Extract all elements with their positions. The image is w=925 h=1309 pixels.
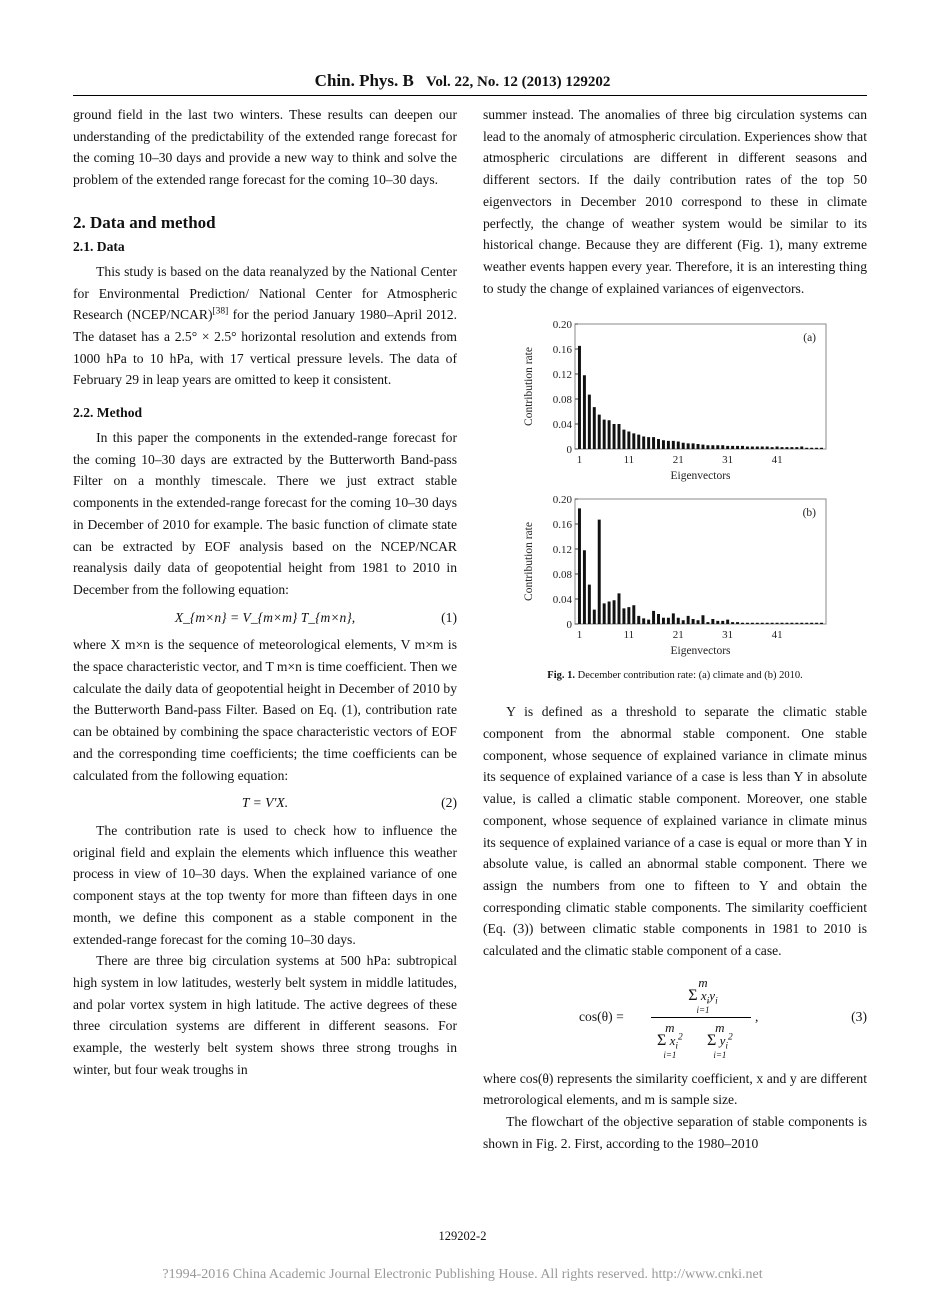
equation-number: (1) (441, 609, 457, 625)
bar (652, 611, 655, 624)
panel-label: (b) (802, 507, 816, 520)
bar (618, 424, 621, 449)
equation-number: (2) (441, 795, 457, 811)
bar (756, 447, 759, 450)
bar (687, 616, 690, 624)
y-tick-label: 0.12 (552, 544, 572, 557)
subsection-heading: 2.1. Data (73, 238, 125, 254)
denominator-x: m Σ $x_i^2$ i=1 (657, 1019, 683, 1060)
bar (766, 447, 769, 450)
caption-text: December contribution rate: (a) climate and (b) 2010. (575, 670, 803, 682)
x-tick-label: 31 (722, 454, 734, 467)
citation: [38] (212, 306, 229, 317)
bar (682, 621, 685, 625)
bar (721, 621, 724, 624)
bar (790, 447, 793, 449)
x-tick-label: 21 (672, 629, 684, 642)
bar (588, 585, 591, 624)
bar (662, 441, 665, 450)
x-tick-label: 31 (722, 629, 734, 642)
paragraph (73, 261, 457, 391)
bar (766, 623, 769, 624)
bar (721, 446, 724, 450)
bar (667, 618, 670, 624)
bar (701, 616, 704, 625)
bar (790, 623, 793, 624)
bar (781, 623, 784, 624)
paragraph: where cos(θ) represents the similarity coefficient, x and y are different metrorological elements, and m is sample size. (483, 1070, 867, 1108)
bar (785, 623, 788, 624)
bar (593, 610, 596, 624)
bar (741, 623, 744, 624)
bar (608, 421, 611, 450)
text: for the period January 1980–April 2012. The dataset has a 2.5° × 2.5° horizontal resolution and extends from 1000 hPa to 10 hPa, with 17 vertical pressure levels. The data of February 29 in leap years are omitted to keep it consistent. (73, 307, 458, 388)
bar (677, 442, 680, 450)
bar (751, 447, 754, 450)
paragraph: where X m×n is the sequence of meteorological elements, V m×m is the space characteristic vector, and T m×n is time coefficient. Then we calculate the daily data of geopotential height in December of 2010 by the Butterworth Band-pass Filter. Based on Eq. (1), contribution rate can be obtained by combining the space characteristic vectors of EOF and the corresponding time coefficients; the time coefficients can be calculated from the following equation: (73, 637, 457, 783)
bar (741, 446, 744, 449)
bar (583, 376, 586, 450)
x-tick-label: 11 (623, 629, 635, 642)
y-tick-label: 0.16 (552, 344, 572, 357)
equation-number: (3) (851, 1008, 867, 1024)
x-axis-label: Eigenvectors (670, 645, 731, 658)
bar (800, 447, 803, 450)
paragraph: The flowchart of the objective separation of stable components is shown in Fig. 2. First, according to the 1980–2010 (483, 1114, 867, 1151)
bar (731, 446, 734, 449)
y-tick-label: 0.08 (552, 569, 572, 582)
bar (776, 623, 779, 624)
y-tick-label: 0 (566, 619, 572, 632)
bar (672, 441, 675, 449)
x-tick-label: 41 (771, 454, 783, 467)
y-axis-label: Contribution rate (523, 522, 535, 602)
bar (795, 447, 798, 449)
y-tick-label: 0.12 (552, 369, 572, 382)
y-tick-label: 0.08 (552, 394, 572, 407)
panel-label: (a) (803, 332, 816, 345)
paragraph: The contribution rate is used to check how to influence the original field and explain the elements which influence this weather process in view of 10–30 days. When the explained variance of one component stays at the top twenty for more than fifteen days in one month, we define this component as a stable component in the extended-range forecast for the coming 10–30 days. (73, 822, 457, 947)
bar (583, 551, 586, 625)
left-column (73, 104, 457, 1080)
y-tick-label: 0 (566, 444, 572, 457)
right-column (483, 104, 867, 1155)
equation-1 (73, 607, 457, 629)
chart-b (520, 488, 840, 663)
bar (613, 424, 616, 449)
text: This study is based on the data reanalyzed by the National Center for Environmental Prediction/ National Center for Atmospheric Research (NCEP/NCAR) (73, 263, 457, 323)
bar (746, 447, 749, 450)
bar (642, 619, 645, 625)
x-tick-label: 41 (771, 629, 783, 642)
bar (657, 439, 660, 449)
bar (820, 623, 823, 624)
paragraph: summer instead. The anomalies of three big circulation systems can lead to the anomaly of atmospheric circulation. Experiences show that atmospheric circulations are different in different seasons and different sectors. If the daily contribution rates of the top 50 eigenvectors in December 2010 correspond to these in climate perfectly, the change of weather system would be similar to its historical change. Because they are different (Fig. 1), many extreme weather events happen every year. Therefore, it is an interesting thing to study the change of explained variances of eigenvectors. (483, 107, 867, 296)
bar (697, 444, 700, 449)
copyright-notice: ?1994-2016 China Academic Journal Electronic Publishing House. All rights reserved. http://www.cnki.net (162, 1267, 763, 1282)
bar (706, 622, 709, 624)
y-tick-label: 0.20 (552, 319, 572, 332)
bar (805, 448, 808, 449)
bar (810, 623, 813, 624)
x-tick-label: 21 (672, 454, 684, 467)
bar (632, 434, 635, 450)
bar (598, 415, 601, 449)
bar (716, 621, 719, 624)
subsection-heading: 2.2. Method (73, 405, 143, 421)
bar (761, 623, 764, 624)
bar (642, 437, 645, 450)
bar (657, 614, 660, 624)
bar (677, 618, 680, 624)
y-tick-label: 0.04 (552, 419, 572, 432)
bar (603, 420, 606, 449)
bar (795, 623, 798, 624)
bar (711, 619, 714, 624)
journal-name: Chin. Phys. B (314, 71, 414, 90)
comma: , (755, 1008, 759, 1024)
bar (820, 448, 823, 449)
equation-lhs: cos(θ) = (579, 1008, 624, 1024)
bar (603, 604, 606, 625)
bar (672, 614, 675, 625)
section-heading: 2. Data and method (73, 212, 216, 232)
bar (588, 395, 591, 449)
bar (578, 346, 581, 449)
paragraph: ground field in the last two winters. These results can deepen our understanding of the predictability of the extended range forecast for the coming 10–30 days and provide a new way to think and solve the problem of the extended range forecast for the coming 10–30 days. (73, 107, 457, 188)
bar (682, 443, 685, 449)
bar (736, 446, 739, 449)
bar (613, 601, 616, 625)
paragraph: Y is defined as a threshold to separate the climatic stable component from the abnormal stable component. One stable component, whose sequence of explained variance in climate minus its sequence of explained variance of a case is less than Y in absolute value, is called a climatic stable component. Moreover, one stable component, whose sequence of explained variance in climate minus its sequence of explained variance of a case is equal or more than Y in absolute value, is called an abnormal stable component. There we assign the numbers from one to fifteen to Y and obtain the corresponding climatic stable components. The similarity coefficient (Eq. (3)) between climatic stable components in 1981 to 2010 is calculated and the climatic stable component of a case. (483, 704, 867, 959)
x-tick-label: 11 (623, 454, 635, 467)
bar (810, 448, 813, 449)
bar (701, 445, 704, 449)
bar (751, 623, 754, 624)
bar (706, 446, 709, 450)
caption-label: Fig. 1. (547, 670, 575, 682)
bar (731, 622, 734, 624)
bar (711, 446, 714, 450)
bar (593, 407, 596, 449)
bar (771, 447, 774, 449)
running-header (0, 70, 925, 94)
header-rule (73, 95, 867, 96)
bar (632, 606, 635, 625)
y-tick-label: 0.16 (552, 519, 572, 532)
bar (697, 621, 700, 625)
numerator: m Σ $x_iy_i$ i=1 (688, 974, 718, 1015)
x-axis-label: Eigenvectors (670, 470, 731, 483)
equation-text: T = V′X. (241, 795, 289, 811)
y-tick-label: 0.04 (552, 594, 572, 607)
bar (647, 620, 650, 624)
page-number: 129202-2 (438, 1229, 487, 1243)
bar (815, 448, 818, 449)
bar (776, 447, 779, 450)
bar (598, 520, 601, 624)
bar (736, 622, 739, 624)
bar (578, 509, 581, 625)
bar (815, 623, 818, 624)
bar (627, 607, 630, 624)
bar (627, 432, 630, 450)
bar (667, 441, 670, 449)
bar (756, 623, 759, 624)
bar (746, 623, 749, 624)
bar (692, 444, 695, 450)
denominator-y: m Σ $y_i^2$ i=1 (707, 1019, 733, 1060)
bar (652, 437, 655, 449)
bar (692, 619, 695, 624)
bar (761, 447, 764, 450)
equation-3 (483, 976, 867, 1060)
bar (618, 594, 621, 625)
x-tick-label: 1 (576, 629, 583, 642)
equation-2 (73, 792, 457, 814)
y-tick-label: 0.20 (552, 494, 572, 507)
bar (622, 609, 625, 625)
fraction-bar (651, 1017, 751, 1018)
bar (781, 447, 784, 449)
bar (726, 446, 729, 449)
bar (716, 446, 719, 450)
paragraph: In this paper the components in the extended-range forecast for the coming 10–30 days are extracted by the Butterworth Band-pass Filter on a monthly timescale. There we just extract stable components in the extended-range forecast for the coming 10–30 days in December of 2010 for example. The basic function of climate state can be extracted by EOF analysis based on the NCEP/NCAR reanalysis daily data of geopotential height from 1981 to 2010 in December from the following equation: (73, 430, 457, 597)
y-axis-label: Contribution rate (523, 347, 535, 427)
figure-caption (483, 669, 867, 683)
bar (805, 623, 808, 624)
paragraph: There are three big circulation systems at 500 hPa: subtropical high system in low latitudes, westerly belt system in middle latitudes, and polar vortex system in high latitude. The active degrees of these three circulation systems are different in different seasons. For example, the westerly belt system shows three strong troughs in winter, but four weak troughs in (73, 953, 457, 1077)
bar (785, 447, 788, 449)
bar (608, 602, 611, 625)
equation-text: X_{m×n} = V_{m×m} T_{m×n}, (174, 609, 356, 625)
bar (771, 623, 774, 624)
bar (637, 435, 640, 449)
x-tick-label: 1 (576, 454, 583, 467)
journal-volume: Vol. 22, No. 12 (2013) 129202 (425, 74, 611, 90)
chart-a (520, 313, 840, 488)
bar (647, 437, 650, 449)
bar (800, 623, 803, 624)
bar (687, 444, 690, 450)
bar (726, 620, 729, 624)
bar (662, 618, 665, 624)
bar (637, 616, 640, 624)
bar (622, 430, 625, 449)
